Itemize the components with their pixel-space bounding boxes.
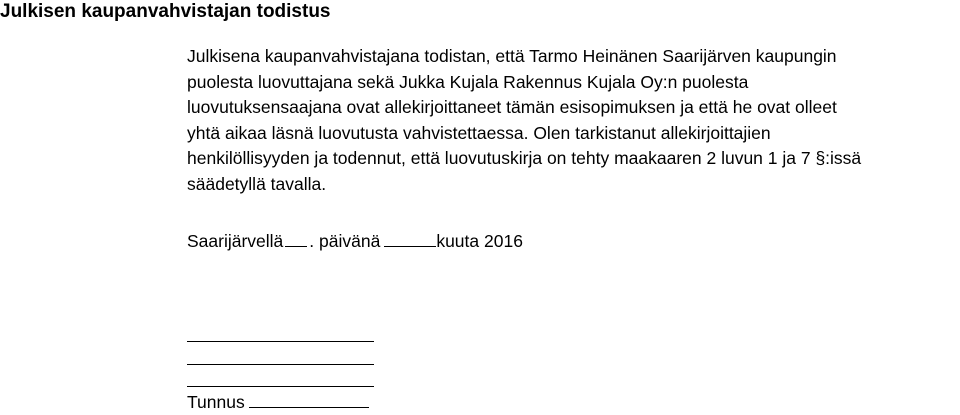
tunnus-blank bbox=[249, 391, 369, 408]
signature-line-1 bbox=[187, 341, 374, 342]
date-day-suffix: . päivänä bbox=[309, 231, 381, 251]
date-line bbox=[187, 229, 523, 254]
certification-paragraph bbox=[187, 44, 959, 198]
paragraph-line: säädetyllä tavalla. bbox=[187, 173, 327, 194]
paragraph-line: henkilöllisyyden ja todennut, että luovutuskirja on tehty maakaaren 2 luvun 1 ja 7 §:issä bbox=[187, 148, 862, 169]
paragraph-line: Julkisena kaupanvahvistajana todistan, että Tarmo Heinänen Saarijärven kaupungin bbox=[187, 46, 837, 66]
date-place: Saarijärvellä bbox=[187, 231, 284, 251]
paragraph-line: yhtä aikaa läsnä luovutusta vahvistettaessa. Olen tarkistanut allekirjoittajien bbox=[187, 122, 771, 143]
paragraph-line: puolesta luovuttajana sekä Jukka Kujala Rakennus Kujala Oy:n puolesta bbox=[187, 71, 749, 92]
document-heading: Julkisen kaupanvahvistajan todistus bbox=[0, 1, 331, 22]
signature-line-3 bbox=[187, 386, 374, 387]
day-blank bbox=[285, 230, 307, 247]
paragraph-line: luovutuksensaajana ovat allekirjoittaneet tämän esisopimuksen ja että he ovat olleet bbox=[187, 97, 837, 118]
date-month-suffix: kuuta 2016 bbox=[436, 231, 523, 251]
month-blank bbox=[384, 230, 436, 247]
tunnus-row bbox=[187, 391, 369, 413]
tunnus-label: Tunnus bbox=[187, 392, 245, 412]
signature-line-2 bbox=[187, 364, 374, 365]
